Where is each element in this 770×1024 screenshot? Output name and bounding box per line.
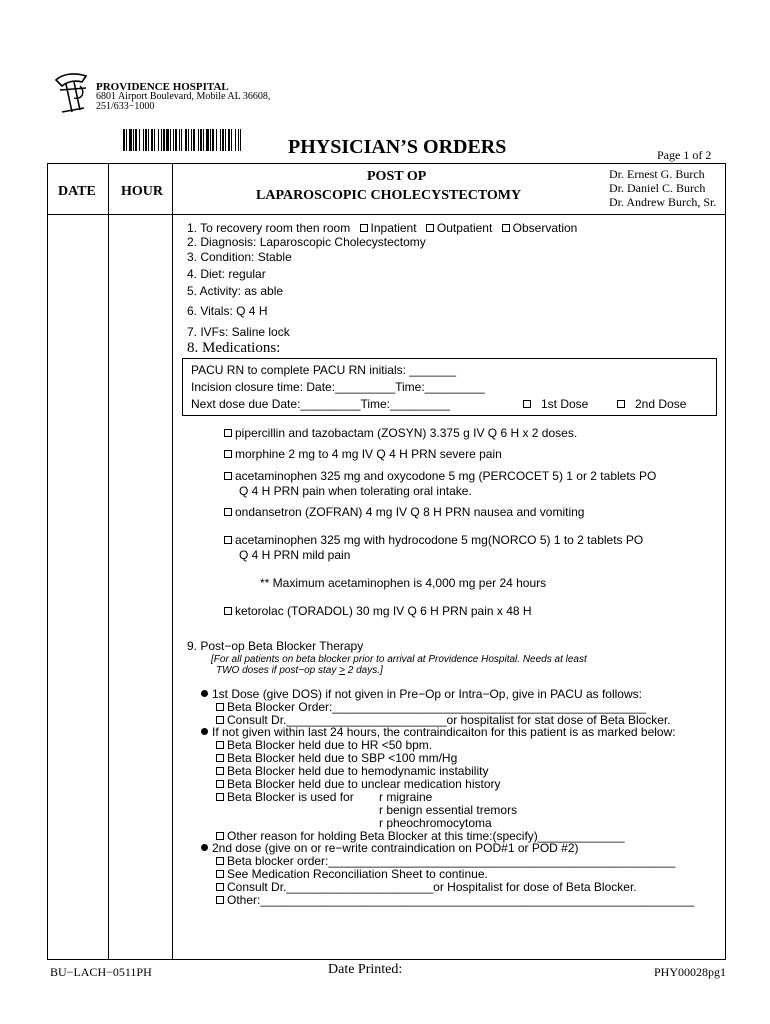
med-norco-line-2: Q 4 H PRN mild pain [239,548,351,562]
beta-heading: 9. Post−op Beta Blocker Therapy [187,639,364,653]
held-unclear-checkbox[interactable] [216,780,224,788]
bullet-icon [201,844,208,851]
beta-consult: Consult Dr.________________________or hospitalist for stat dose of Beta Blocker. [216,713,671,727]
barcode-bar [161,129,162,151]
doctor-3: Dr. Andrew Burch, Sr. [609,195,717,209]
barcode-bar [191,129,192,151]
barcode-bar [151,129,153,151]
barcode-bar [135,129,137,151]
page-number: Page 1 of 2 [657,148,712,162]
barcode-bar [228,129,230,151]
barcode-bar [133,129,134,151]
pacu-line-3[interactable]: Next dose due Date:_________Time:_________ [191,397,451,411]
barcode [123,129,241,151]
barcode-bar [181,129,182,151]
dose-2-checkbox[interactable] [617,400,625,408]
barcode-bar [188,129,189,151]
used-for-checkbox[interactable] [216,793,224,801]
beta-used-tremors[interactable]: r benign essential tremors [379,803,518,817]
barcode-bar [143,129,144,151]
beta-held-sbp: Beta Blocker held due to SBP <100 mm/Hg [216,751,457,765]
doctor-2: Dr. Daniel C. Burch [609,181,706,195]
held-sbp-checkbox[interactable] [216,754,224,762]
form-code: BU−LACH−0511PH [50,965,152,979]
beta-consult-checkbox[interactable] [216,716,224,724]
med-percocet: acetaminophen 325 mg and oxycodone 5 mg (PERCOCET 5) 1 or 2 tablets PO [224,469,656,483]
beta-second-dose: 2nd dose (give on or re−write contraindication on POD#1 or POD #2) [201,841,579,855]
date-printed: Date Printed: [328,962,403,977]
med-toradol: ketorolac (TORADOL) 30 mg IV Q 6 H PRN pain x 48 H [224,604,532,618]
subtitle-procedure: LAPAROSCOPIC CHOLECYSTECTOMY [256,188,522,203]
left-border [47,163,48,960]
order-3: 3. Condition: Stable [187,250,292,264]
beta-held-hr: Beta Blocker held due to HR <50 bpm. [216,738,432,752]
barcode-bar [154,129,155,151]
observation-checkbox[interactable] [502,224,510,232]
barcode-bar [222,129,224,151]
beta-used-migraine[interactable]: r migraine [379,790,433,804]
barcode-bar [203,129,204,151]
hospital-name: PROVIDENCE HOSPITAL [96,81,229,93]
hospital-logo-icon [52,72,94,118]
barcode-bar [238,129,239,151]
right-border [725,163,726,960]
barcode-bar [148,129,149,151]
reconciliation-checkbox[interactable] [216,870,224,878]
beta-used-for: Beta Blocker is used for [216,790,354,804]
held-hr-checkbox[interactable] [216,741,224,749]
second-order-checkbox[interactable] [216,857,224,865]
beta-contraindication: If not given within last 24 hours, the contraindicaiton for this patient is as marked below: [201,725,676,739]
med-norco: acetaminophen 325 mg with hydrocodone 5 mg(NORCO 5) 1 to 2 tablets PO [224,533,643,547]
date-column-divider [108,163,109,960]
beta-other: Other:_________________________________________________________________ [216,893,694,907]
med-zosyn: pipercillin and tazobactam (ZOSYN) 3.375 g IV Q 6 H x 2 doses. [224,426,577,440]
barcode-bar [216,129,217,151]
hospital-phone: 251/633−1000 [96,101,155,112]
barcode-bar [220,129,221,151]
order-4: 4. Diet: regular [187,267,266,281]
acetaminophen-max-note: ** Maximum acetaminophen is 4,000 mg per 24 hours [260,576,547,590]
barcode-bar [185,129,187,151]
beta-second-consult: Consult Dr.______________________or Hospitalist for dose of Beta Blocker. [216,880,637,894]
held-hemodynamic-checkbox[interactable] [216,767,224,775]
barcode-bar [210,129,211,151]
beta-note-2: TWO doses if post−op stay > 2 days.] [216,665,383,676]
order-1: 1. To recovery room then room Inpatient Outpatient Observation [187,221,578,235]
footer-line [47,959,725,960]
beta-used-pheochromocytoma[interactable]: r pheochromocytoma [379,816,492,830]
bullet-icon [201,728,208,735]
beta-note-1: [For all patients on beta blocker prior to arrival at Providence Hospital. Needs at least [211,654,587,665]
hospital-address: 6801 Airport Boulevard, Mobile AL 36608, [96,91,271,102]
subtitle-post-op: POST OP [367,169,427,184]
barcode-bar [200,129,202,151]
beta-order-checkbox[interactable] [216,703,224,711]
outpatient-checkbox[interactable] [426,224,434,232]
second-consult-checkbox[interactable] [216,883,224,891]
barcode-bar [175,129,177,151]
beta-first-dose: 1st Dose (give DOS) if not given in Pre−Op or Intra−Op, give in PACU as follows: [201,687,642,701]
order-7: 7. IVFs: Saline lock [187,325,290,339]
med-toradol-checkbox[interactable] [224,607,232,615]
med-zosyn-checkbox[interactable] [224,429,232,437]
hour-column-header: HOUR [121,184,163,199]
order-8: 8. Medications: [187,340,281,356]
barcode-bar [129,129,132,151]
barcode-bar [163,129,165,151]
page-code: PHY00028pg1 [654,965,727,979]
barcode-bar [173,129,174,151]
inpatient-checkbox[interactable] [360,224,368,232]
med-morphine-checkbox[interactable] [224,450,232,458]
barcode-bar [170,129,171,151]
dose-1-option: 1st Dose [523,397,588,411]
barcode-bar [166,129,169,151]
med-percocet-checkbox[interactable] [224,472,232,480]
doctor-1: Dr. Ernest G. Burch [609,167,705,181]
med-morphine: morphine 2 mg to 4 mg IV Q 4 H PRN severe pain [224,447,502,461]
barcode-bar [225,129,226,151]
med-percocet-line-2: Q 4 H PRN pain when tolerating oral intake. [239,484,472,498]
dose-2-option: 2nd Dose [617,397,686,411]
beta-other-reason: Other reason for holding Beta Blocker at this time:(specify)_____________ [216,829,625,843]
header-top-line [47,163,725,164]
pacu-line-1[interactable]: PACU RN to complete PACU RN initials: _______ [191,363,456,377]
pacu-line-2[interactable]: Incision closure time: Date:_________Time:_________ [191,380,485,394]
beta-second-order: Beta blocker order:____________________________________________________ [216,854,675,868]
barcode-bar [145,129,147,151]
beta-held-unclear: Beta Blocker held due to unclear medication history [216,777,501,791]
barcode-bar [179,129,180,151]
med-zofran-checkbox[interactable] [224,508,232,516]
page-title: PHYSICIAN’S ORDERS [288,136,507,158]
barcode-bar [212,129,214,151]
date-column-header: DATE [58,184,96,199]
hour-column-divider [172,163,173,960]
order-5: 5. Activity: as able [187,284,284,298]
order-2: 2. Diagnosis: Laparoscopic Cholecystectomy [187,235,426,249]
barcode-bar [126,129,127,151]
other-reason-checkbox[interactable] [216,832,224,840]
barcode-bar [235,129,236,151]
barcode-bar [193,129,195,151]
barcode-bar [240,129,241,151]
beta-reconciliation: See Medication Reconciliation Sheet to continue. [216,867,488,881]
order-6: 6. Vitals: Q 4 H [187,304,268,318]
barcode-bar [231,129,232,151]
dose-1-checkbox[interactable] [523,400,531,408]
beta-held-hemodynamic: Beta Blocker held due to hemodynamic instability [216,764,488,778]
barcode-bar [139,129,140,151]
barcode-bar [206,129,209,151]
header-bottom-line [47,214,725,215]
med-norco-checkbox[interactable] [224,536,232,544]
beta-order: Beta Blocker Order:_______________________________________________ [216,700,646,714]
med-zofran: ondansetron (ZOFRAN) 4 mg IV Q 8 H PRN nausea and vomiting [224,505,584,519]
barcode-bar [158,129,159,151]
barcode-bar [198,129,199,151]
bullet-icon [201,690,208,697]
other-checkbox[interactable] [216,896,224,904]
barcode-bar [123,129,125,151]
